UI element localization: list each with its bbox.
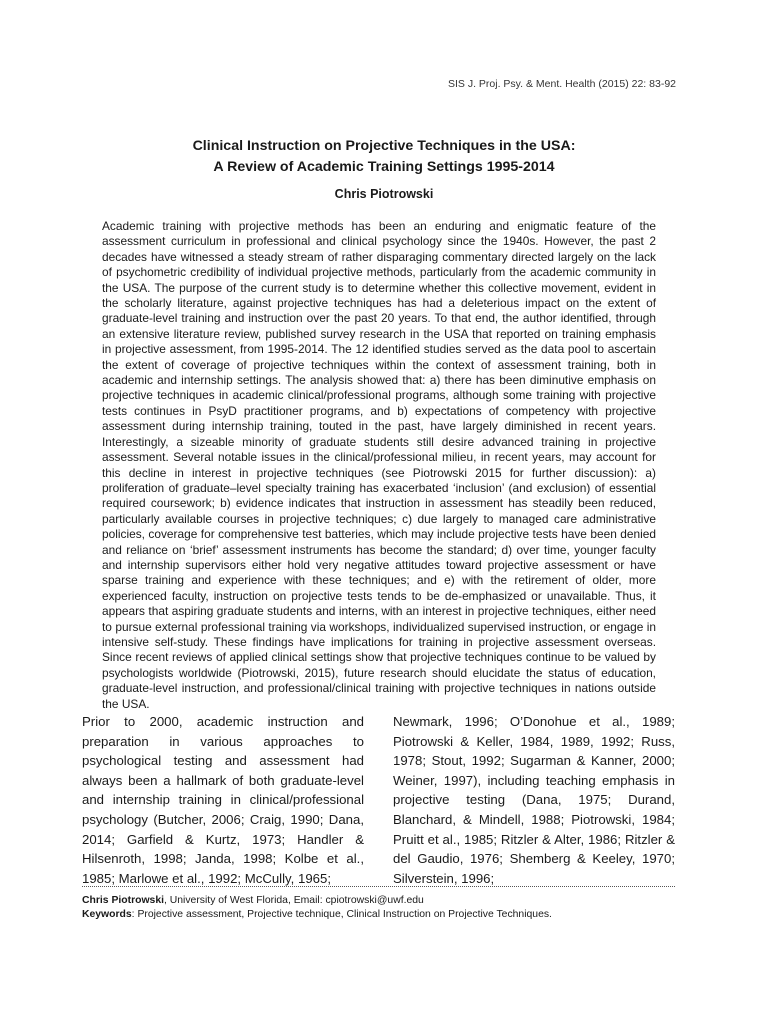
footnote-divider xyxy=(82,886,675,887)
body-column-left: Prior to 2000, academic instruction and preparation in various approaches to psychological testing and assessment had always been a hallmark of both graduate-level and internship training in clinical/professional psychology (Butcher, 2006; Craig, 1990; Dana, 2014; Garfield & Kurtz, 1973; Handler & Hilsenroth, 1998; Janda, 1998; Kolbe et al., 1985; Marlowe et al., 1992; McCully, 1965; xyxy=(82,714,364,886)
body-column-right: Newmark, 1996; O’Donohue et al., 1989; Piotrowski & Keller, 1984, 1989, 1992; Russ, 1978; Stout, 1992; Sugarman & Kanner, 2000; Weiner, 1997), including teaching emphasis in projective testing (Dana, 1975; Durand, Blanchard, & Mindell, 1988; Piotrowski, 1984; Pruitt et al., 1985; Ritzler & Alter, 1986; Ritzler & del Gaudio, 1976; Shemberg & Keeley, 1970; Silverstein, 1996; xyxy=(393,714,675,886)
abstract-text: Academic training with projective methods has been an enduring and enigmatic feature of the assessment curriculum in professional and clinical psychology since the 1940s. However, the past 2 decades have witnessed a steady stream of rather disparaging commentary directed largely on the lack of psychometric credibility of individual projective methods, particularly from the academic community in the USA. The purpose of the current study is to determine whether this collective movement, evident in the scholarly literature, against projective techniques has had a deleterious impact on the extent of graduate-level training and instruction over the past 20 years. To that end, the author identified, through an extensive literature review, published survey research in the USA that reported on training emphasis in projective assessment, from 1995-2014. The 12 identified studies served as the data pool to ascertain the extent of coverage of projective techniques within the context of assessment training, both in academic and internship settings. The analysis showed that: a) there has been diminutive emphasis on projective techniques in academic clinical/professional programs, although some training with projective tests continues in PsyD practitioner programs, and b) expectations of competency with projective assessment during internship training, touted in the past, have largely diminished in recent years. Interestingly, a sizeable minority of graduate students still desire advanced training in projective assessment. Several notable issues in the clinical/professional milieu, in recent years, may account for this decline in interest in projective techniques (see Piotrowski 2015 for further discussion): a) proliferation of graduate–level specialty training has exacerbated ‘inclusion’ (and exclusion) of essential required coursework; b) evidence indicates that instruction in assessment has steadily been reduced, particularly available courses in projective techniques; c) due largely to managed care administrative policies, coverage for comprehensive test batteries, which may include projective tests have been denied and reliance on ‘brief’ assessment instruments has become the standard; d) over time, younger faculty and internship supervisors either hold very negative attitudes toward projective assessment or have sparse training and experience with these techniques; and e) with the retirement of older, more experienced faculty, instruction on projective tests tends to be de-emphasized or unavailable. Thus, it appears that aspiring graduate students and interns, with an interest in projective techniques, either need to pursue external professional training via workshops, individualized supervised instruction, or engage in intensive self-study. These findings have implications for training in projective assessment overseas. Since recent reviews of applied clinical settings show that projective techniques continue to be valued by psychologists worldwide (Piotrowski, 2015), future research should elucidate the status of education, graduate-level instruction, and professional/clinical training with projective techniques in nations outside the USA. xyxy=(102,219,656,711)
footnote xyxy=(82,894,682,922)
keywords-line xyxy=(82,908,682,922)
abstract xyxy=(102,219,656,712)
title-block xyxy=(0,136,768,201)
body-columns xyxy=(82,712,675,888)
author-name: Chris Piotrowski xyxy=(334,187,434,201)
footnote-author: Chris Piotrowski xyxy=(82,895,164,906)
keywords-text: : Projective assessment, Projective technique, Clinical Instruction on Projective Techniques. xyxy=(131,909,552,920)
footnote-affiliation: , University of West Florida, Email: cpiotrowski@uwf.edu xyxy=(164,895,424,906)
article-title-line-1: Clinical Instruction on Projective Techniques in the USA: xyxy=(192,138,576,154)
keywords-label: Keywords xyxy=(82,909,132,920)
journal-citation: SIS J. Proj. Psy. & Ment. Health (2015) 22: 83-92 xyxy=(448,78,676,90)
article-title-line-2: A Review of Academic Training Settings 1995-2014 xyxy=(213,159,555,175)
author-affiliation-line xyxy=(82,894,682,908)
